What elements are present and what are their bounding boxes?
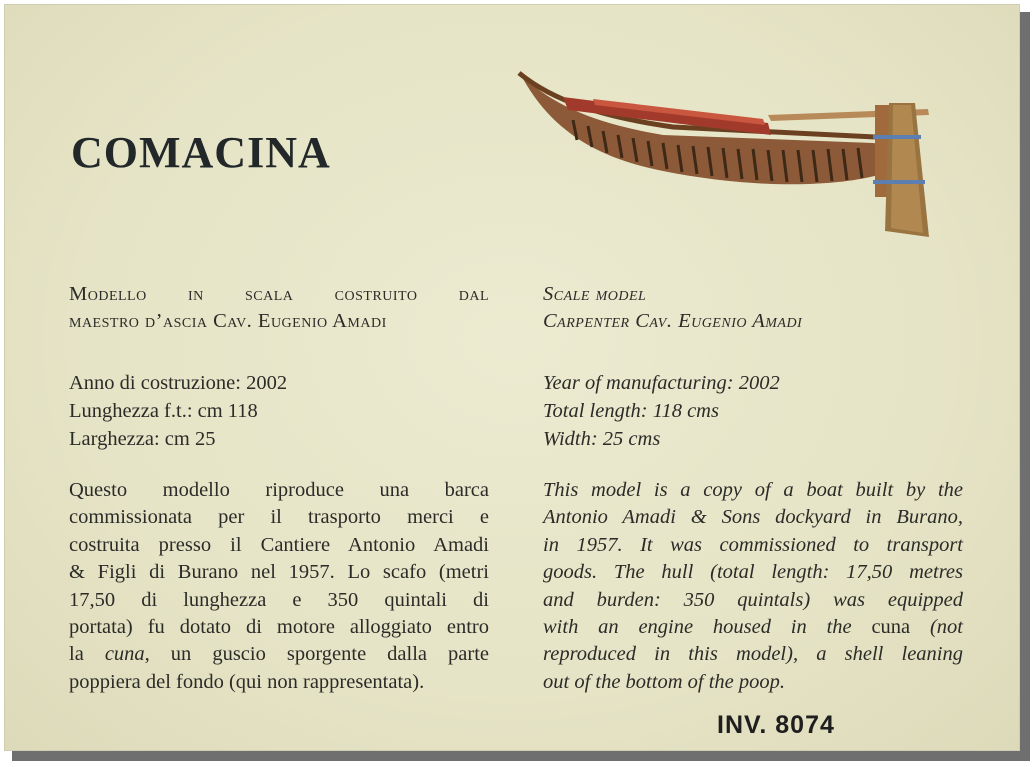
english-description xyxy=(543,477,963,696)
desc-plain: cuna xyxy=(871,616,911,639)
desc-emphasis: cuna xyxy=(104,643,145,666)
spec-length: Total length: 118 cms xyxy=(543,400,719,422)
spec-width: Width: 25 cms xyxy=(543,428,661,450)
english-header xyxy=(543,281,963,335)
italian-description xyxy=(69,477,489,696)
english-specs xyxy=(543,369,963,453)
desc-line: Questo modello riproduce una barca xyxy=(69,479,489,501)
inventory-number: INV. 8074 xyxy=(717,711,835,739)
italian-specs xyxy=(69,369,489,453)
desc-line: and burden: 350 quintals) was equipped xyxy=(543,588,963,611)
desc-text: , un guscio sporgente dalla parte xyxy=(144,643,489,666)
italian-header-line: Modello in scala costruito dal xyxy=(69,283,489,305)
desc-text: (not xyxy=(910,616,963,639)
desc-line: reproduced in this model), a shell leaning xyxy=(543,643,963,666)
page-title: COMACINA xyxy=(71,128,331,177)
desc-line: 17,50 di lunghezza e 350 quintali di xyxy=(69,588,489,611)
desc-line: goods. The hull (total length: 17,50 metres xyxy=(543,561,963,584)
english-header-line: Carpenter Cav. Eugenio Amadi xyxy=(543,310,803,332)
desc-line: & Figli di Burano nel 1957. Lo scafo (metri xyxy=(69,561,489,584)
spec-year: Year of manufacturing: 2002 xyxy=(543,372,780,394)
desc-line: out of the bottom of the poop. xyxy=(543,670,785,693)
italian-header-line: maestro d’ascia Cav. Eugenio Amadi xyxy=(69,310,387,332)
desc-line: in 1957. It was commissioned to transport xyxy=(543,533,963,556)
spec-year: Anno di costruzione: 2002 xyxy=(69,372,288,394)
desc-line xyxy=(543,614,963,641)
italian-header xyxy=(69,281,489,335)
desc-line: portata) fu dotato di motore alloggiato entro xyxy=(69,616,489,639)
desc-line: costruita presso il Cantiere Antonio Amadi xyxy=(69,533,489,556)
desc-text: with an engine housed in the xyxy=(543,616,872,639)
desc-line: This model is a copy of a boat built by the xyxy=(543,479,963,501)
desc-line: commissionata per il trasporto merci e xyxy=(69,506,489,529)
museum-label-card xyxy=(4,4,1020,751)
boat-model-illustration xyxy=(513,65,943,250)
spec-width: Larghezza: cm 25 xyxy=(69,428,216,450)
desc-line: Antonio Amadi & Sons dockyard in Burano, xyxy=(543,506,963,529)
desc-line xyxy=(69,641,489,668)
desc-text: la xyxy=(69,643,105,666)
english-header-line: Scale model xyxy=(543,283,647,305)
spec-length: Lunghezza f.t.: cm 118 xyxy=(69,400,258,422)
desc-line: poppiera del fondo (qui non rappresentata). xyxy=(69,670,425,693)
